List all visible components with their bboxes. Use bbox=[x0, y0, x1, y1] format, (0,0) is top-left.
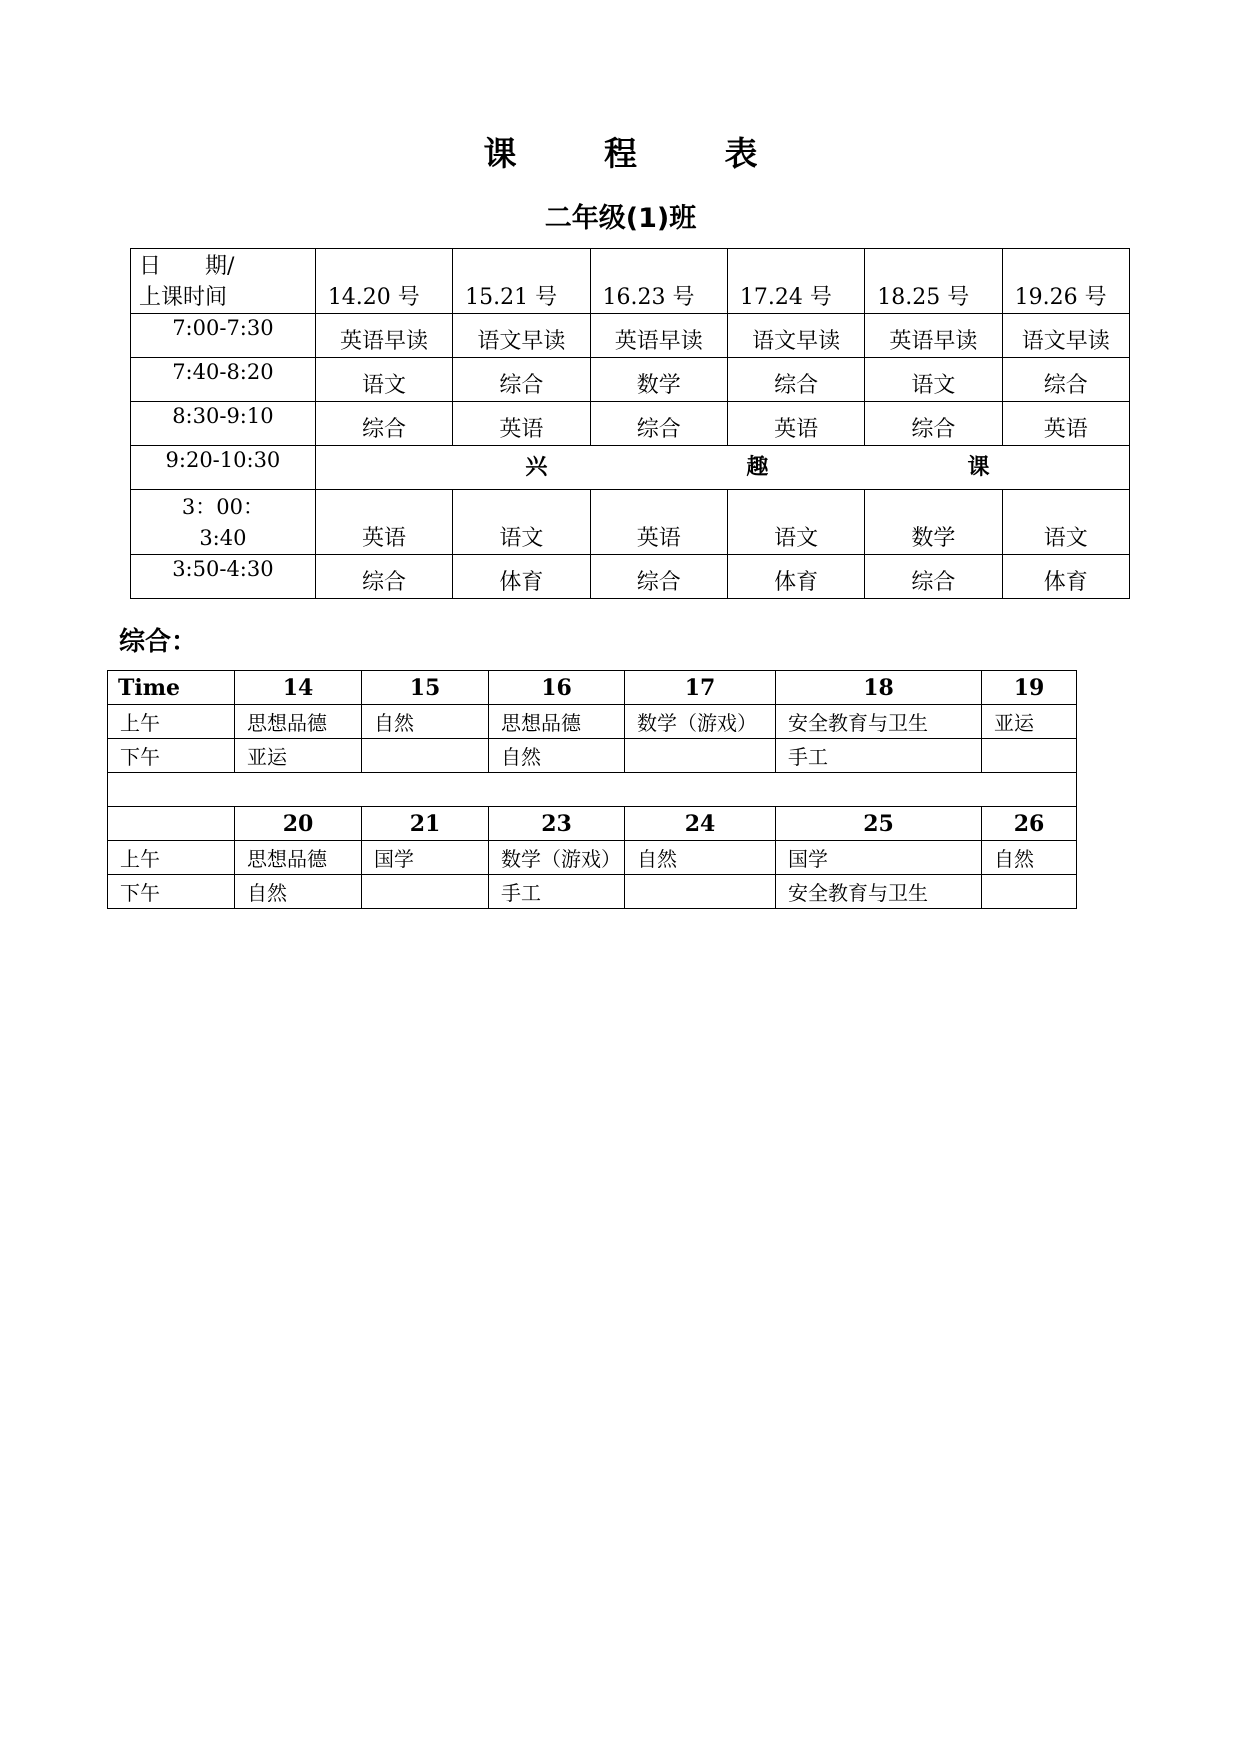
activity-cell: 国学 bbox=[362, 841, 489, 875]
week2-morning-row bbox=[108, 841, 1077, 875]
subject-cell: 英语 bbox=[315, 490, 452, 555]
subject-cell: 英语早读 bbox=[865, 314, 1002, 358]
time-header: Time bbox=[108, 671, 235, 705]
day-header: 26 bbox=[982, 807, 1077, 841]
week2-header-row bbox=[108, 807, 1077, 841]
subject-cell: 综合 bbox=[865, 555, 1002, 599]
day-header: 14 bbox=[235, 671, 362, 705]
subject-cell: 综合 bbox=[1002, 358, 1129, 402]
interest-class-cell bbox=[315, 446, 1129, 490]
day-header: 24 bbox=[625, 807, 776, 841]
activity-cell: 自然 bbox=[362, 705, 489, 739]
subject-cell: 综合 bbox=[590, 402, 727, 446]
activity-cell: 自然 bbox=[489, 739, 625, 773]
spacer-cell bbox=[108, 773, 1077, 807]
interest-char: 趣 bbox=[746, 455, 769, 480]
time-slot-line: 3:40 bbox=[199, 526, 247, 550]
week1-morning-row bbox=[108, 705, 1077, 739]
subject-cell: 语文 bbox=[453, 490, 590, 555]
time-header bbox=[108, 807, 235, 841]
subject-cell: 语文 bbox=[727, 490, 864, 555]
interest-char: 课 bbox=[967, 455, 990, 480]
spacer-row bbox=[108, 773, 1077, 807]
day-header: 15 bbox=[362, 671, 489, 705]
activity-cell: 安全教育与卫生 bbox=[776, 705, 982, 739]
subject-cell: 语文 bbox=[865, 358, 1002, 402]
comprehensive-table bbox=[107, 670, 1077, 909]
subject-cell: 语文 bbox=[1002, 490, 1129, 555]
time-slot: 8:30-9:10 bbox=[131, 402, 316, 446]
interest-char: 兴 bbox=[525, 455, 548, 480]
schedule-row bbox=[131, 314, 1130, 358]
subject-cell: 英语 bbox=[453, 402, 590, 446]
subject-cell: 语文 bbox=[315, 358, 452, 402]
day-header: 20 bbox=[235, 807, 362, 841]
subject-cell: 语文早读 bbox=[727, 314, 864, 358]
date-header: 16.23 号 bbox=[590, 249, 727, 314]
activity-cell: 自然 bbox=[982, 841, 1077, 875]
subject-cell: 综合 bbox=[865, 402, 1002, 446]
subject-cell: 综合 bbox=[315, 555, 452, 599]
activity-cell: 国学 bbox=[776, 841, 982, 875]
day-header: 18 bbox=[776, 671, 982, 705]
schedule-row bbox=[131, 402, 1130, 446]
activity-cell: 数学（游戏） bbox=[625, 705, 776, 739]
date-header: 14.20 号 bbox=[315, 249, 452, 314]
activity-cell: 亚运 bbox=[982, 705, 1077, 739]
week2-afternoon-row bbox=[108, 875, 1077, 909]
schedule-table bbox=[130, 248, 1130, 599]
activity-cell bbox=[362, 875, 489, 909]
activity-cell: 手工 bbox=[776, 739, 982, 773]
time-slot: 9:20-10:30 bbox=[131, 446, 316, 490]
page-title: 课 程 表 bbox=[483, 134, 796, 173]
period-label: 上午 bbox=[108, 705, 235, 739]
activity-cell: 数学（游戏） bbox=[489, 841, 625, 875]
activity-cell: 思想品德 bbox=[235, 705, 362, 739]
subject-cell: 综合 bbox=[590, 555, 727, 599]
day-header: 17 bbox=[625, 671, 776, 705]
activity-cell: 安全教育与卫生 bbox=[776, 875, 982, 909]
time-slot-line: 3：00： bbox=[181, 495, 264, 519]
time-slot: 7:00-7:30 bbox=[131, 314, 316, 358]
activity-cell bbox=[982, 875, 1077, 909]
activity-cell: 亚运 bbox=[235, 739, 362, 773]
period-label: 下午 bbox=[108, 739, 235, 773]
activity-cell: 自然 bbox=[625, 841, 776, 875]
activity-cell: 手工 bbox=[489, 875, 625, 909]
subject-cell: 体育 bbox=[1002, 555, 1129, 599]
schedule-row bbox=[131, 358, 1130, 402]
subject-cell: 英语 bbox=[1002, 402, 1129, 446]
subject-cell: 语文早读 bbox=[1002, 314, 1129, 358]
activity-cell bbox=[362, 739, 489, 773]
date-header: 17.24 号 bbox=[727, 249, 864, 314]
day-header: 19 bbox=[982, 671, 1077, 705]
subject-cell: 数学 bbox=[865, 490, 1002, 555]
activity-cell: 自然 bbox=[235, 875, 362, 909]
subject-cell: 语文早读 bbox=[453, 314, 590, 358]
schedule-row bbox=[131, 555, 1130, 599]
period-label: 上午 bbox=[108, 841, 235, 875]
subject-cell: 综合 bbox=[727, 358, 864, 402]
subject-cell: 综合 bbox=[315, 402, 452, 446]
corner-cell bbox=[131, 249, 316, 314]
time-slot: 3:50-4:30 bbox=[131, 555, 316, 599]
class-subtitle: 二年级(1)班 bbox=[544, 203, 697, 234]
date-header: 19.26 号 bbox=[1002, 249, 1129, 314]
schedule-row bbox=[131, 490, 1130, 555]
subject-cell: 数学 bbox=[590, 358, 727, 402]
subject-cell: 体育 bbox=[727, 555, 864, 599]
activity-cell bbox=[982, 739, 1077, 773]
activity-cell: 思想品德 bbox=[489, 705, 625, 739]
interest-class-row bbox=[131, 446, 1130, 490]
subject-cell: 综合 bbox=[453, 358, 590, 402]
day-header: 25 bbox=[776, 807, 982, 841]
activity-cell bbox=[625, 739, 776, 773]
week1-header-row bbox=[108, 671, 1077, 705]
corner-time-label: 上课时间 bbox=[139, 285, 228, 310]
day-header: 21 bbox=[362, 807, 489, 841]
day-header: 23 bbox=[489, 807, 625, 841]
time-slot bbox=[131, 490, 316, 555]
date-header: 18.25 号 bbox=[865, 249, 1002, 314]
period-label: 下午 bbox=[108, 875, 235, 909]
activity-cell bbox=[625, 875, 776, 909]
schedule-header-row bbox=[131, 249, 1130, 314]
time-slot: 7:40-8:20 bbox=[131, 358, 316, 402]
week1-afternoon-row bbox=[108, 739, 1077, 773]
subject-cell: 体育 bbox=[453, 555, 590, 599]
subject-cell: 英语 bbox=[727, 402, 864, 446]
date-header: 15.21 号 bbox=[453, 249, 590, 314]
comprehensive-label: 综合： bbox=[119, 627, 198, 657]
activity-cell: 思想品德 bbox=[235, 841, 362, 875]
subject-cell: 英语早读 bbox=[590, 314, 727, 358]
day-header: 16 bbox=[489, 671, 625, 705]
subject-cell: 英语早读 bbox=[315, 314, 452, 358]
subject-cell: 英语 bbox=[590, 490, 727, 555]
corner-date-label: 日 期/ bbox=[139, 254, 235, 279]
